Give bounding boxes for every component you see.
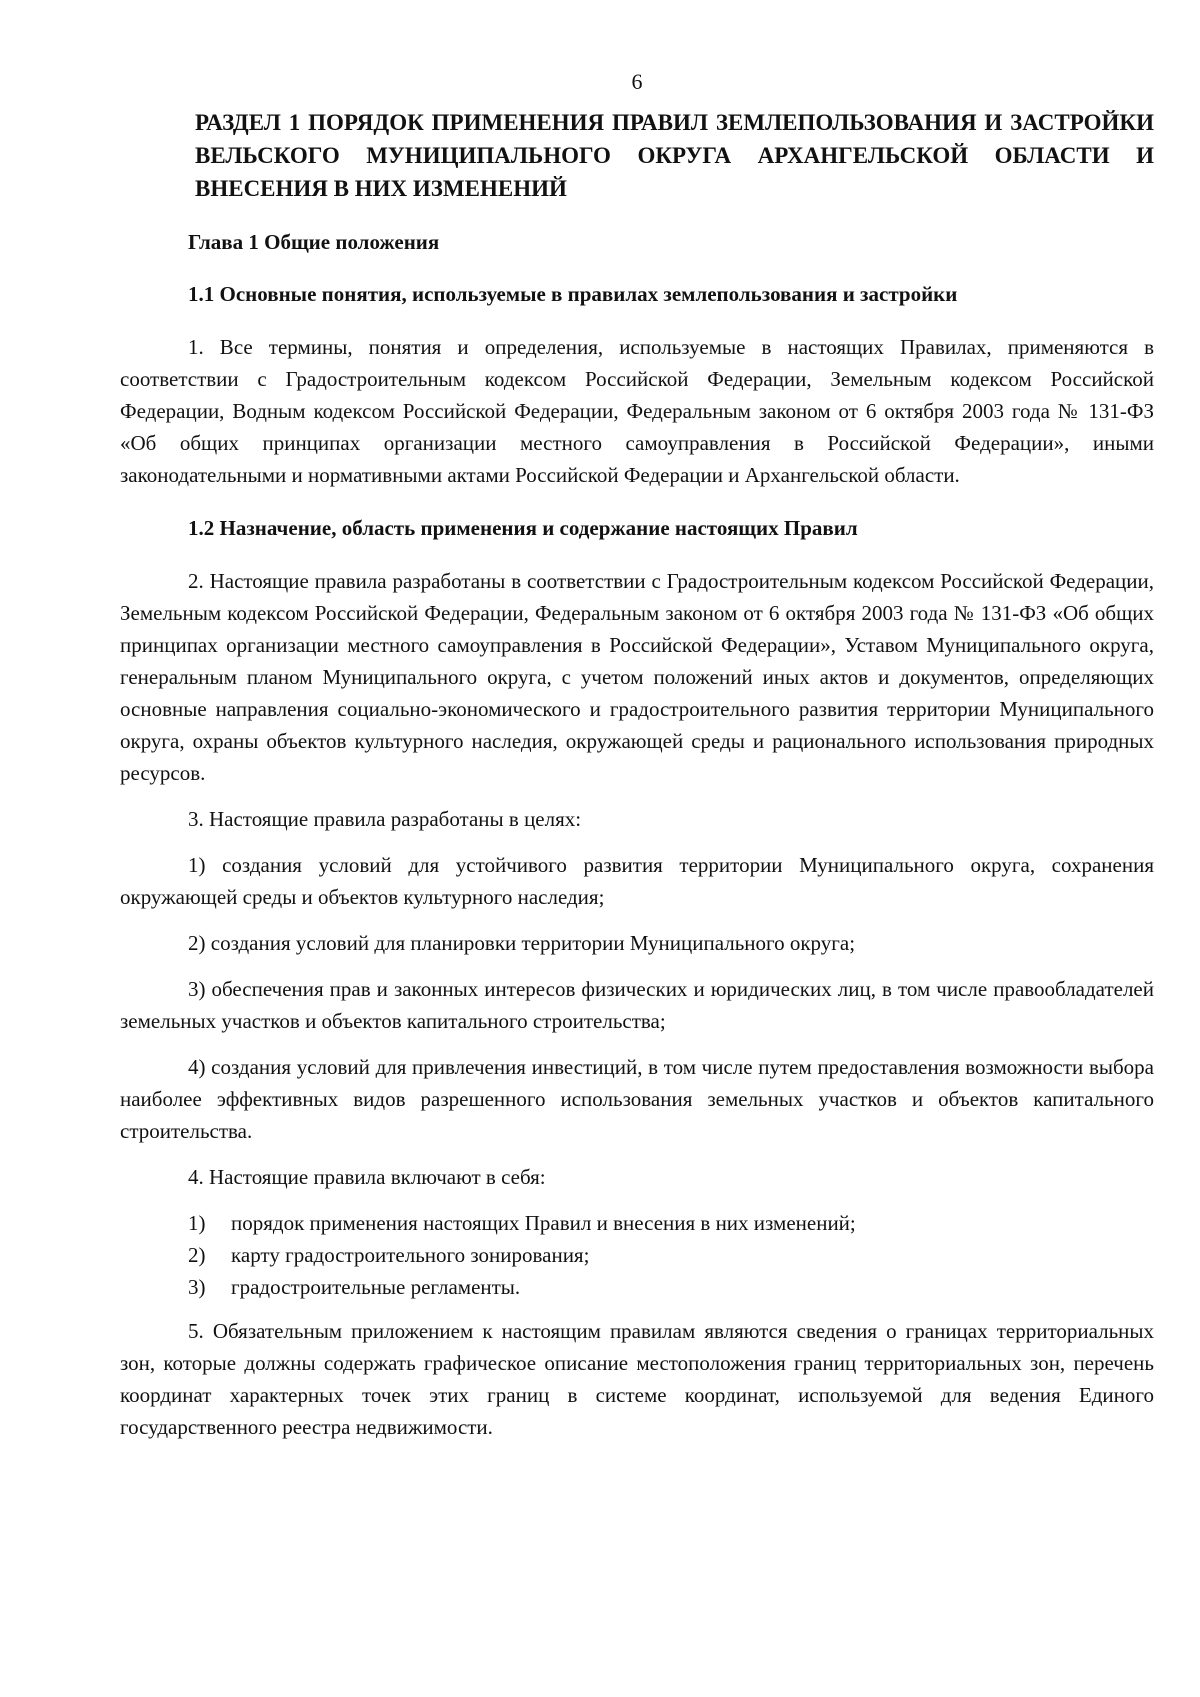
list-item-text: карту градостроительного зонирования;: [231, 1243, 590, 1267]
list-item-number: 1): [188, 1211, 206, 1235]
subsection-2-title: 1.2 Назначение, область применения и содержание настоящих Правил: [188, 516, 858, 540]
paragraph: 2. Настоящие правила разработаны в соответствии с Градостроительным кодексом Российской Федерации, Земельным кодексом Российской Федерации, Федеральным законом от 6 октября 2003 года № 131-ФЗ «Об общих принципах организации местного самоуправления в Российской Федерации», Уставом Муниципального округа, генеральным планом Муниципального округа, с учетом положений иных актов и документов, определяющих основные направления социально-экономического и градостроительного развития территории Муниципального округа, охраны объектов культурного наследия, окружающей среды и рационального использования природных ресурсов.: [120, 569, 1154, 785]
paragraph: 5. Обязательным приложением к настоящим правилам являются сведения о границах территориальных зон, которые должны содержать графическое описание местоположения границ территориальных зон, перечень координат характерных точек этих границ в системе координат, используемой для ведения Единого государственного реестра недвижимости.: [120, 1319, 1154, 1439]
contents-list: [120, 1207, 1154, 1303]
list-item-number: 2): [188, 1243, 206, 1267]
list-item-text: градостроительные регламенты.: [231, 1275, 521, 1299]
paragraph: 2) создания условий для планировки территории Муниципального округа;: [188, 931, 856, 955]
list-item: [188, 1239, 1154, 1271]
paragraph: 3) обеспечения прав и законных интересов физических и юридических лиц, в том числе правообладателей земельных участков и объектов капитального строительства;: [120, 977, 1154, 1033]
paragraph: 3. Настоящие правила разработаны в целях:: [188, 807, 582, 831]
list-item: [188, 1271, 1154, 1303]
paragraph: 1) создания условий для устойчивого развития территории Муниципального округа, сохранения окружающей среды и объектов культурного наследия;: [120, 853, 1154, 909]
list-item-number: 3): [188, 1275, 206, 1299]
paragraph: 4) создания условий для привлечения инвестиций, в том числе путем предоставления возможности выбора наиболее эффективных видов разрешенного использования земельных участков и объектов капитального строительства.: [120, 1055, 1154, 1143]
chapter-title: Глава 1 Общие положения: [188, 230, 440, 254]
paragraph: 4. Настоящие правила включают в себя:: [188, 1165, 546, 1189]
list-item-text: порядок применения настоящих Правил и внесения в них изменений;: [231, 1211, 856, 1235]
list-item: [188, 1207, 1154, 1239]
section-title: РАЗДЕЛ 1 ПОРЯДОК ПРИМЕНЕНИЯ ПРАВИЛ ЗЕМЛЕПОЛЬЗОВАНИЯ И ЗАСТРОЙКИ ВЕЛЬСКОГО МУНИЦИПАЛЬНОГО ОКРУГА АРХАНГЕЛЬСКОЙ ОБЛАСТИ И ВНЕСЕНИЯ В НИХ ИЗМЕНЕНИЙ: [195, 110, 1154, 201]
subsection-1-title: 1.1 Основные понятия, используемые в правилах землепользования и застройки: [188, 282, 958, 306]
page-number: 6: [631, 69, 643, 94]
paragraph: 1. Все термины, понятия и определения, используемые в настоящих Правилах, применяются в соответствии с Градостроительным кодексом Российской Федерации, Земельным кодексом Российской Федерации, Водным кодексом Российской Федерации, Федеральным законом от 6 октября 2003 года № 131-ФЗ «Об общих принципах организации местного самоуправления в Российской Федерации», иными законодательными и нормативными актами Российской Федерации и Архангельской области.: [120, 335, 1154, 487]
